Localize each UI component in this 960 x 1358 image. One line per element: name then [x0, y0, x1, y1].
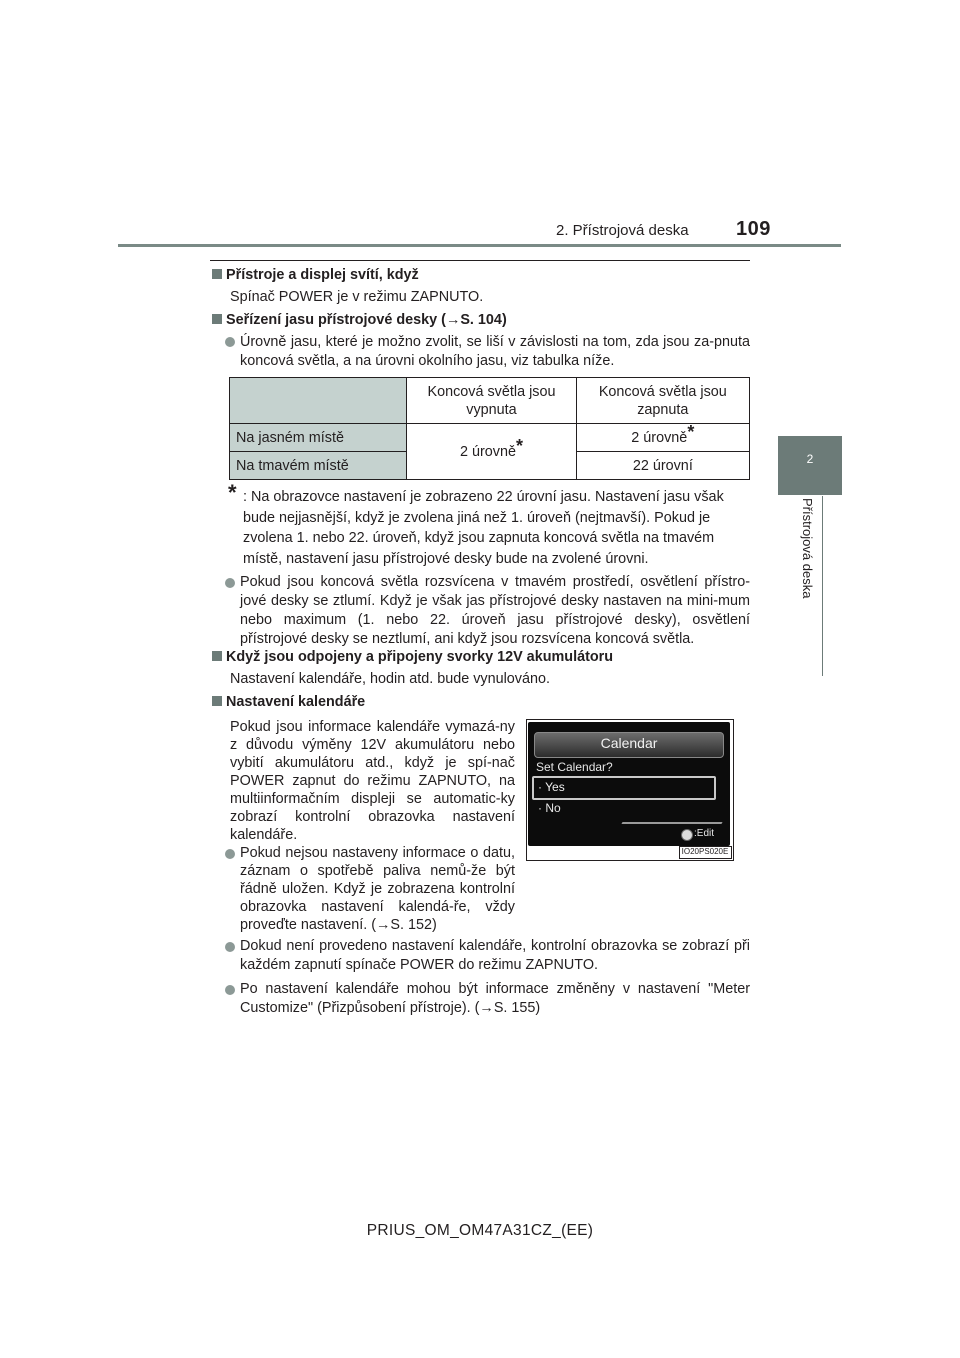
section-3-text: Nastavení kalendáře, hodin atd. bude vynulováno. [230, 671, 551, 687]
section-heading-3-text: Když jsou odpojeny a připojeny svorky 12V akumulátoru [226, 649, 614, 665]
round-bullet-icon [225, 578, 235, 588]
table-cell [576, 421, 749, 452]
round-bullet-icon [225, 337, 235, 347]
chapter-tab-line [822, 496, 823, 676]
edit-divider-line [621, 822, 722, 824]
section-heading-1 [212, 266, 419, 285]
section-heading-3 [212, 648, 613, 667]
set-calendar-question: Set Calendar? [536, 760, 613, 774]
asterisk-mark: * [515, 435, 523, 456]
square-bullet-icon [212, 651, 222, 661]
section-heading-4 [212, 693, 365, 712]
table-row-header: Na jasném místě [230, 424, 407, 452]
asterisk-mark: * [687, 421, 695, 442]
section-4-text: Pokud jsou informace kalendáře vymazá-ny z důvodu výměny 12V akumulátoru nebo vybití akumulátoru atd., když je spí-nač POWER zapnut do režimu ZAPNUTO, na multiinformačním displeji se automatic-ky zobrazí kontrolní obrazovka nastavení kalendáře. [230, 719, 515, 843]
header-rule [118, 244, 841, 247]
footnote-body: : Na obrazovce nastavení je zobrazeno 22 úrovní jasu. Nastavení jasu však bude nejjasnější, když je zvolena jiná než 1. úroveň (nejtmavší). Pokud je zvolena 1. nebo 22. úroveň, když jsou zapnuta koncová světla na tmavém místě, nastavení jasu přístrojové desky bude na zvolené úrovni. [243, 489, 724, 567]
section-2-bullet: Úrovně jasu, které je možno zvolit, se liší v závislosti na tom, zda jsou za-pnuta koncová světla, a na úrovni okolního jasu, viz tabulka níže. [240, 334, 750, 369]
table-header-row [230, 378, 750, 424]
document-code: PRIUS_OM_OM47A31CZ_(EE) [366, 1222, 594, 1239]
round-bullet-icon [225, 849, 235, 859]
section-4-bullet-1: Pokud nejsou nastaveny informace o datu, záznam o spotřebě paliva nemů-že být řádně uložen. Když je zobrazena kontrolní obrazovka nastavení kalendá-ře, vždy proveďte nastavení. (→S. 152) [240, 845, 515, 933]
no-option[interactable]: · No [538, 801, 561, 815]
table-cell-merged [407, 424, 576, 480]
image-code: IO20PS020E [681, 847, 729, 856]
calendar-title: Calendar [600, 735, 658, 751]
section-1-text: Spínač POWER je v režimu ZAPNUTO. [230, 289, 484, 305]
page-number: 109 [736, 218, 771, 240]
dial-icon [681, 829, 693, 841]
table-col-header: Koncová světla jsou zapnuta [576, 378, 749, 424]
section-heading-1-text: Přístroje a displej svítí, když [226, 267, 419, 283]
yes-option[interactable]: · Yes [538, 780, 565, 794]
table-row [230, 424, 750, 452]
section-2-bullet-2: Pokud jsou koncová světla rozsvícena v tmavém prostředí, osvětlení přístro-jové desky se ztlumí. Když je však jas přístrojové desky nastaven na mini-mum nebo maximum (1. nebo 22. úroveň jasu přístrojové desky), osvětlení přístrojové desky se neztlumí, ani když jsou rozsvícena koncová světla. [240, 574, 750, 647]
table-corner-cell [230, 378, 407, 424]
content-top-rule [210, 260, 750, 261]
section-heading-2-text: Seřízení jasu přístrojové desky (→S. 104) [226, 312, 507, 328]
chapter-number: 2 [806, 452, 814, 466]
square-bullet-icon [212, 314, 222, 324]
section-heading-2 [212, 311, 507, 330]
edit-label: :Edit [694, 828, 715, 839]
section-4-bullet-2: Dokud není provedeno nastavení kalendáře, kontrolní obrazovka se zobrazí při každém zapnutí spínače POWER do režimu ZAPNUTO. [240, 938, 750, 973]
table-cell: 22 úrovní [576, 452, 749, 480]
round-bullet-icon [225, 985, 235, 995]
table-row-header: Na tmavém místě [230, 452, 407, 480]
round-bullet-icon [225, 942, 235, 952]
table-cell-value: 2 úrovně [459, 443, 516, 460]
section-title: 2. Přístrojová deska [556, 222, 689, 239]
chapter-title: Přístrojová deska [800, 498, 815, 599]
square-bullet-icon [212, 269, 222, 279]
brightness-table [229, 377, 750, 480]
section-4-bullet-3: Po nastavení kalendáře mohou být informace změněny v nastavení "Meter Customize" (Přizpůsobení přístroje). (→S. 155) [240, 981, 750, 1016]
table-col-header: Koncová světla jsou vypnuta [407, 378, 576, 424]
footnote-text [243, 487, 748, 569]
footnote-asterisk: * [228, 480, 237, 505]
square-bullet-icon [212, 696, 222, 706]
table-cell-value: 2 úrovně [631, 429, 688, 446]
section-heading-4-text: Nastavení kalendáře [226, 694, 366, 710]
